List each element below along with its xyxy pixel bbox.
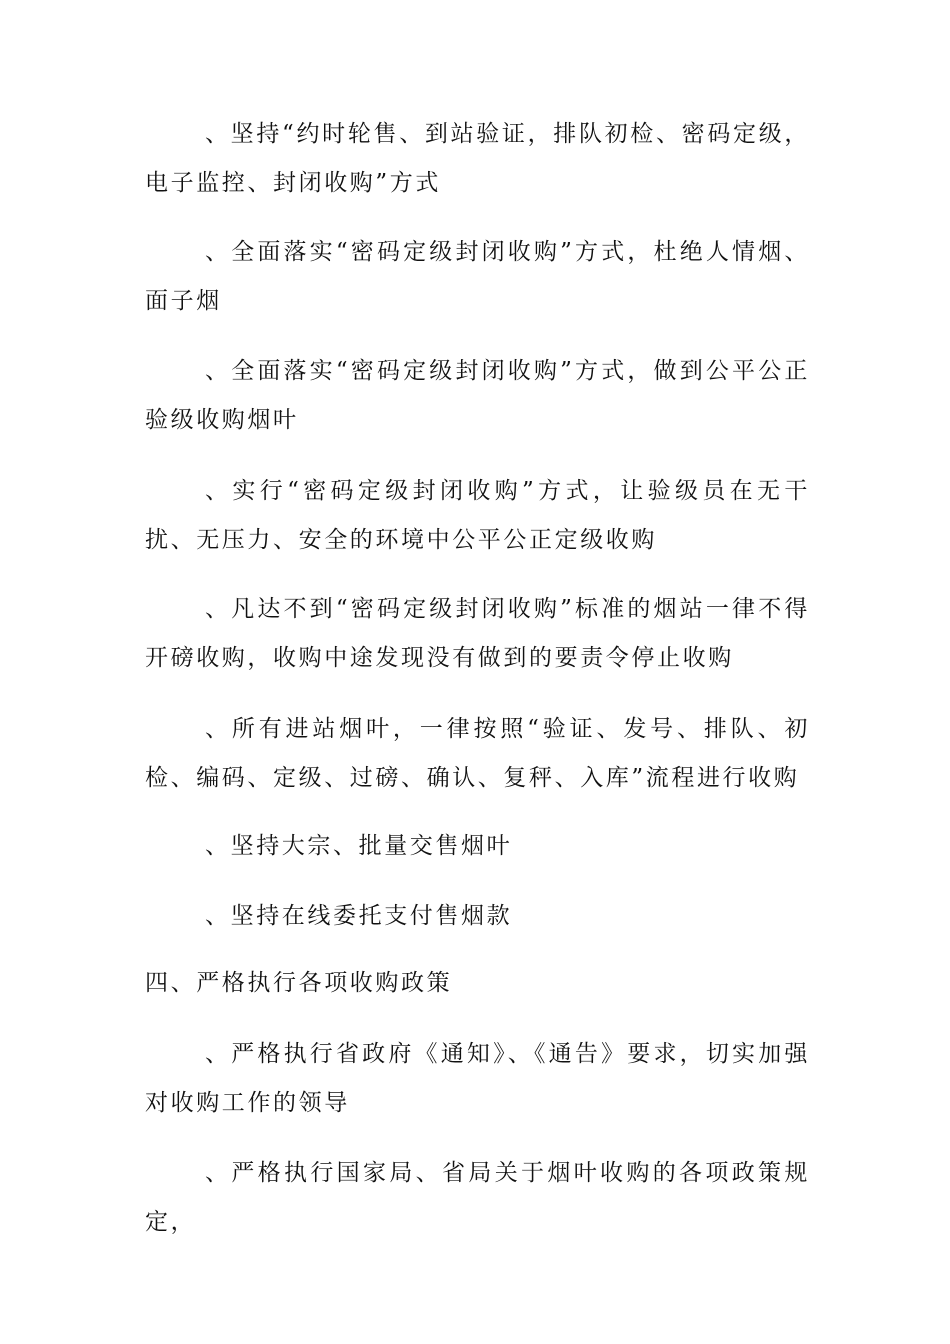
paragraph-8: 、坚持在线委托支付售烟款 <box>205 903 513 929</box>
section-paragraph-2: 、严格执行国家局、省局关于烟叶收购的各项政策规定， <box>145 1160 810 1235</box>
paragraph-1: 、坚持“约时轮售、到站验证，排队初检、密码定级，电子监控、封闭收购”方式 <box>145 121 810 196</box>
paragraph-5: 、凡达不到“密码定级封闭收购”标准的烟站一律不得开磅收购，收购中途发现没有做到的要责令停止收购 <box>145 596 810 671</box>
paragraph-2: 、全面落实“密码定级封闭收购”方式，杜绝人情烟、面子烟 <box>145 239 810 314</box>
paragraph-3: 、全面落实“密码定级封闭收购”方式，做到公平公正验级收购烟叶 <box>145 358 810 433</box>
paragraph-7: 、坚持大宗、批量交售烟叶 <box>205 833 513 859</box>
section-paragraph-1: 、严格执行省政府《通知》、《通告》要求，切实加强对收购工作的领导 <box>145 1041 810 1116</box>
paragraph-4: 、实行“密码定级封闭收购”方式，让验级员在无干扰、无压力、安全的环境中公平公正定级收购 <box>145 478 810 553</box>
section-heading: 四、严格执行各项收购政策 <box>145 970 453 996</box>
paragraph-6: 、所有进站烟叶，一律按照“验证、发号、排队、初检、编码、定级、过磅、确认、复秤、入库”流程进行收购 <box>145 716 810 791</box>
